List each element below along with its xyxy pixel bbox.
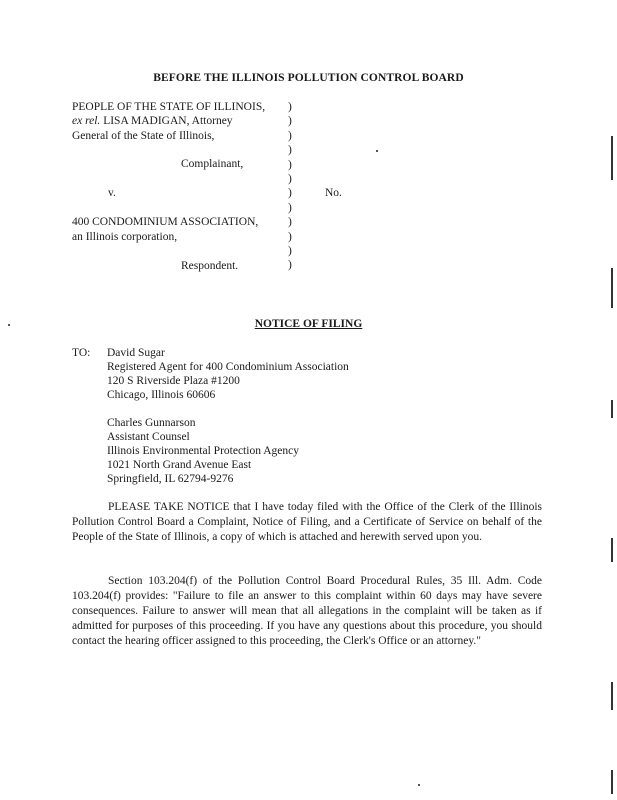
versus-label: v. [108, 187, 116, 199]
notice-title [0, 318, 617, 330]
paren: ) [288, 144, 292, 157]
recipient-1-line-3: 120 S Riverside Plaza #1200 [107, 375, 240, 387]
caption-parenthesis-column [288, 100, 292, 273]
paragraph-notice [72, 500, 542, 545]
defendant-line-1: 400 CONDOMINIUM ASSOCIATION, [72, 216, 259, 228]
recipient-1-line-4: Chicago, Illinois 60606 [107, 389, 216, 401]
scan-edge-mark [611, 400, 613, 418]
recipient-2-line-4: 1021 North Grand Avenue East [107, 459, 252, 471]
recipient-2-line-3: Illinois Environmental Protection Agency [107, 445, 299, 457]
paren: ) [288, 244, 292, 257]
scan-edge-mark [611, 682, 613, 710]
paren: ) [288, 201, 292, 214]
recipient-2-name: Charles Gunnarson [107, 417, 196, 429]
notice-title-text: NOTICE OF FILING [254, 318, 363, 330]
case-number-label: No. [325, 187, 342, 199]
paragraph-notice-text: PLEASE TAKE NOTICE that I have today filed with the Office of the Clerk of the Illinois Pollution Control Board a Complaint, Notice of Filing, and a Certificate of Service on behalf of the People of the State of Illinois, a copy of which is attached and herewith served upon you. [72, 501, 542, 543]
scan-edge-mark [611, 538, 613, 562]
recipient-2-line-2: Assistant Counsel [107, 431, 190, 443]
to-label: TO: [72, 347, 91, 359]
plaintiff-line-3: General of the State of Illinois, [72, 130, 215, 142]
recipient-1-name: David Sugar [107, 347, 165, 359]
board-heading: BEFORE THE ILLINOIS POLLUTION CONTROL BOARD [153, 72, 464, 84]
paren: ) [288, 216, 292, 229]
paren: ) [288, 230, 292, 243]
paragraph-section-text: Section 103.204(f) of the Pollution Control Board Procedural Rules, 35 Ill. Adm. Code 103.204(f) provides: "Failure to file an answer to this complaint within 60 days may have severe consequences. Failure to answer will mean that all allegations in the complaint will be taken as if admitted for purposes of this proceeding. If you have any questions about this procedure, you should contact the hearing officer assigned to this proceeding, the Clerk's Office or an attorney." [72, 575, 542, 647]
paren: ) [288, 259, 292, 272]
respondent-label: Respondent. [181, 260, 239, 272]
paren: ) [288, 101, 292, 113]
paragraph-section [72, 574, 542, 649]
defendant-line-2: an Illinois corporation, [72, 231, 178, 243]
paren: ) [288, 158, 292, 171]
scan-edge-mark [611, 268, 613, 308]
scan-speck [8, 324, 10, 326]
scan-speck [376, 150, 378, 152]
plaintiff-line-2 [72, 114, 233, 128]
scan-edge-mark [611, 136, 613, 180]
paren: ) [288, 172, 292, 185]
paren: ) [288, 115, 292, 128]
complainant-label: Complainant, [181, 158, 244, 170]
plaintiff-line-2-rest: LISA MADIGAN, Attorney [103, 115, 233, 127]
recipient-2-line-5: Springfield, IL 62794-9276 [107, 473, 234, 485]
plaintiff-line-1: PEOPLE OF THE STATE OF ILLINOIS, [72, 101, 266, 113]
recipient-1-line-2: Registered Agent for 400 Condominium Association [107, 361, 349, 373]
paren: ) [288, 129, 292, 142]
paren: ) [288, 187, 292, 200]
ex-rel-text: ex rel. [72, 115, 101, 127]
scan-speck [418, 784, 420, 786]
scan-edge-mark [611, 770, 613, 794]
